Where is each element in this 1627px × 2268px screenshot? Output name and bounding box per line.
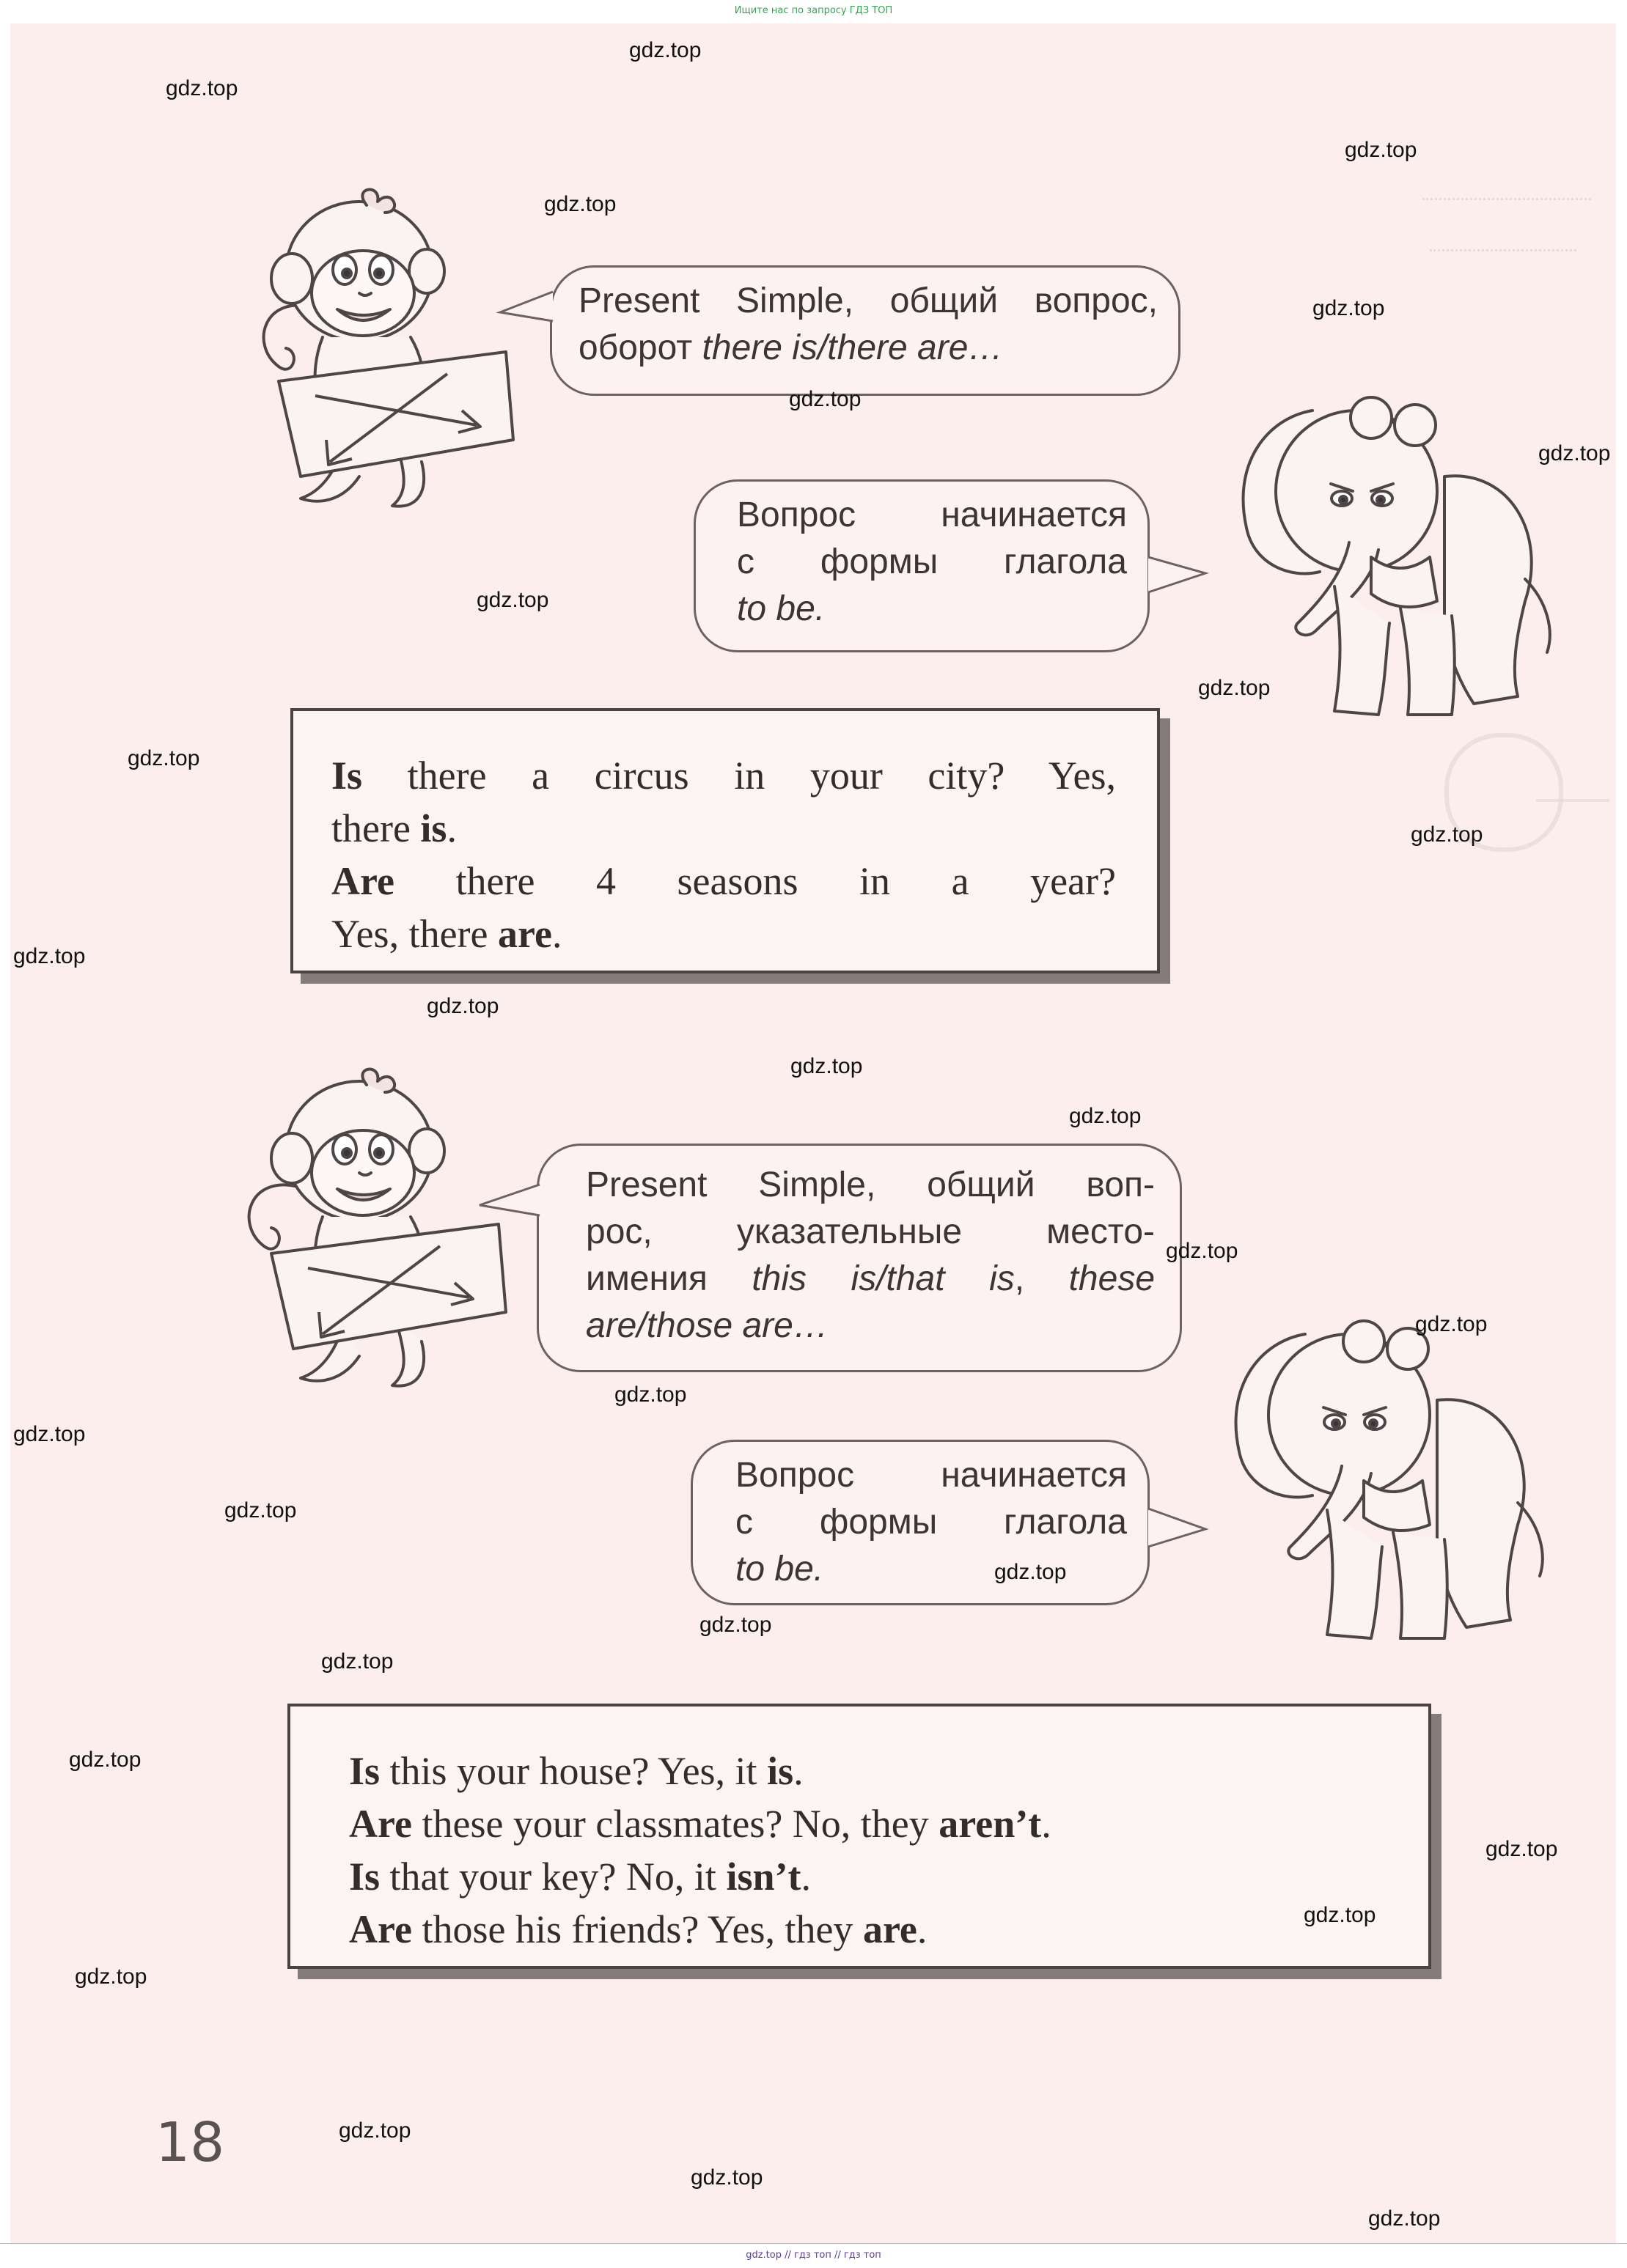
watermark: gdz.top [629, 38, 702, 62]
elephant-illustration [1195, 1312, 1547, 1657]
bubble-text-line: Вопрос начинается [735, 1456, 1127, 1495]
watermark: gdz.top [994, 1560, 1067, 1584]
watermark: gdz.top [13, 1422, 86, 1446]
footer-links[interactable]: gdz.top // гдз топ // гдз топ [746, 2250, 881, 2261]
watermark: gdz.top [691, 2165, 763, 2190]
bubble-text-line: Вопрос начинается [737, 496, 1127, 534]
bubble-tail [478, 1179, 544, 1223]
watermark: gdz.top [1069, 1104, 1142, 1128]
rule-line: Yes, there are. [331, 912, 562, 956]
monkey-illustration [235, 183, 543, 535]
rule-line: Are these your classmates? No, they aren’t. [349, 1802, 1051, 1846]
watermark: gdz.top [614, 1382, 687, 1407]
watermark: gdz.top [1345, 138, 1417, 162]
watermark: gdz.top [789, 387, 862, 411]
bubble-text-line: рос, указательные место- [586, 1212, 1155, 1251]
rule-line: Is that your key? No, it isn’t. [349, 1855, 811, 1899]
watermark: gdz.top [1312, 296, 1385, 320]
double-arrow-sign [271, 1224, 506, 1349]
watermark: gdz.top [427, 994, 499, 1018]
bubble-tail [1144, 1503, 1210, 1554]
rule-line: there is. [331, 806, 457, 850]
monkey-illustration [220, 1063, 528, 1415]
bubble-text-line: to be. [735, 1550, 824, 1588]
watermark: gdz.top [224, 1498, 297, 1523]
watermark: gdz.top [1485, 1837, 1558, 1861]
bubble-text-line: оборот there is/there are… [579, 328, 1004, 367]
rule-box-demonstratives [287, 1704, 1431, 1969]
bubble-text-line: are/those are… [586, 1306, 829, 1345]
bubble-text-line: to be. [737, 589, 826, 628]
watermark: gdz.top [790, 1054, 863, 1078]
watermark: gdz.top [477, 588, 549, 612]
speech-bubble-monkey-1 [550, 265, 1180, 396]
top-banner[interactable]: Ищите нас по запросу ГДЗ ТОП [734, 5, 893, 16]
watermark: gdz.top [75, 1965, 147, 1989]
bubble-tail [1144, 551, 1210, 603]
watermark: gdz.top [1411, 822, 1483, 847]
watermark: gdz.top [13, 944, 86, 968]
bubble-text-line: с формы глагола [735, 1503, 1127, 1542]
watermark: gdz.top [1538, 441, 1611, 465]
bubble-text-line: Present Simple, общий вопрос, [579, 281, 1158, 320]
watermark: gdz.top [699, 1613, 772, 1637]
watermark: gdz.top [544, 192, 617, 216]
watermark: gdz.top [1415, 1312, 1488, 1336]
bubble-text-line: Present Simple, общий воп- [586, 1166, 1155, 1204]
speech-bubble-elephant-1 [694, 479, 1150, 652]
rule-box-there-is [290, 708, 1160, 973]
watermark: gdz.top [69, 1748, 142, 1772]
rule-line: Are those his friends? Yes, they are. [349, 1907, 928, 1951]
bubble-text-line: имения this is/that is, these [586, 1259, 1156, 1298]
watermark: gdz.top [321, 1649, 394, 1674]
watermark: gdz.top [128, 746, 200, 770]
bubble-tail [499, 286, 557, 330]
speech-bubble-monkey-2 [537, 1144, 1182, 1372]
page-number: 18 [155, 2111, 225, 2174]
rule-line: Is there a circus in your city? Yes, [331, 754, 1116, 798]
speech-bubble-elephant-2 [691, 1440, 1150, 1605]
watermark: gdz.top [1304, 1903, 1376, 1927]
rule-line: Are there 4 seasons in a year? [331, 859, 1116, 903]
bubble-text-line: с формы глагола [737, 542, 1127, 581]
rule-line: Is this your house? Yes, it is. [349, 1749, 804, 1793]
watermark: gdz.top [1166, 1239, 1238, 1263]
watermark: gdz.top [1198, 676, 1271, 700]
watermark: gdz.top [1368, 2206, 1441, 2231]
watermark: gdz.top [166, 76, 238, 100]
watermark: gdz.top [339, 2118, 411, 2143]
